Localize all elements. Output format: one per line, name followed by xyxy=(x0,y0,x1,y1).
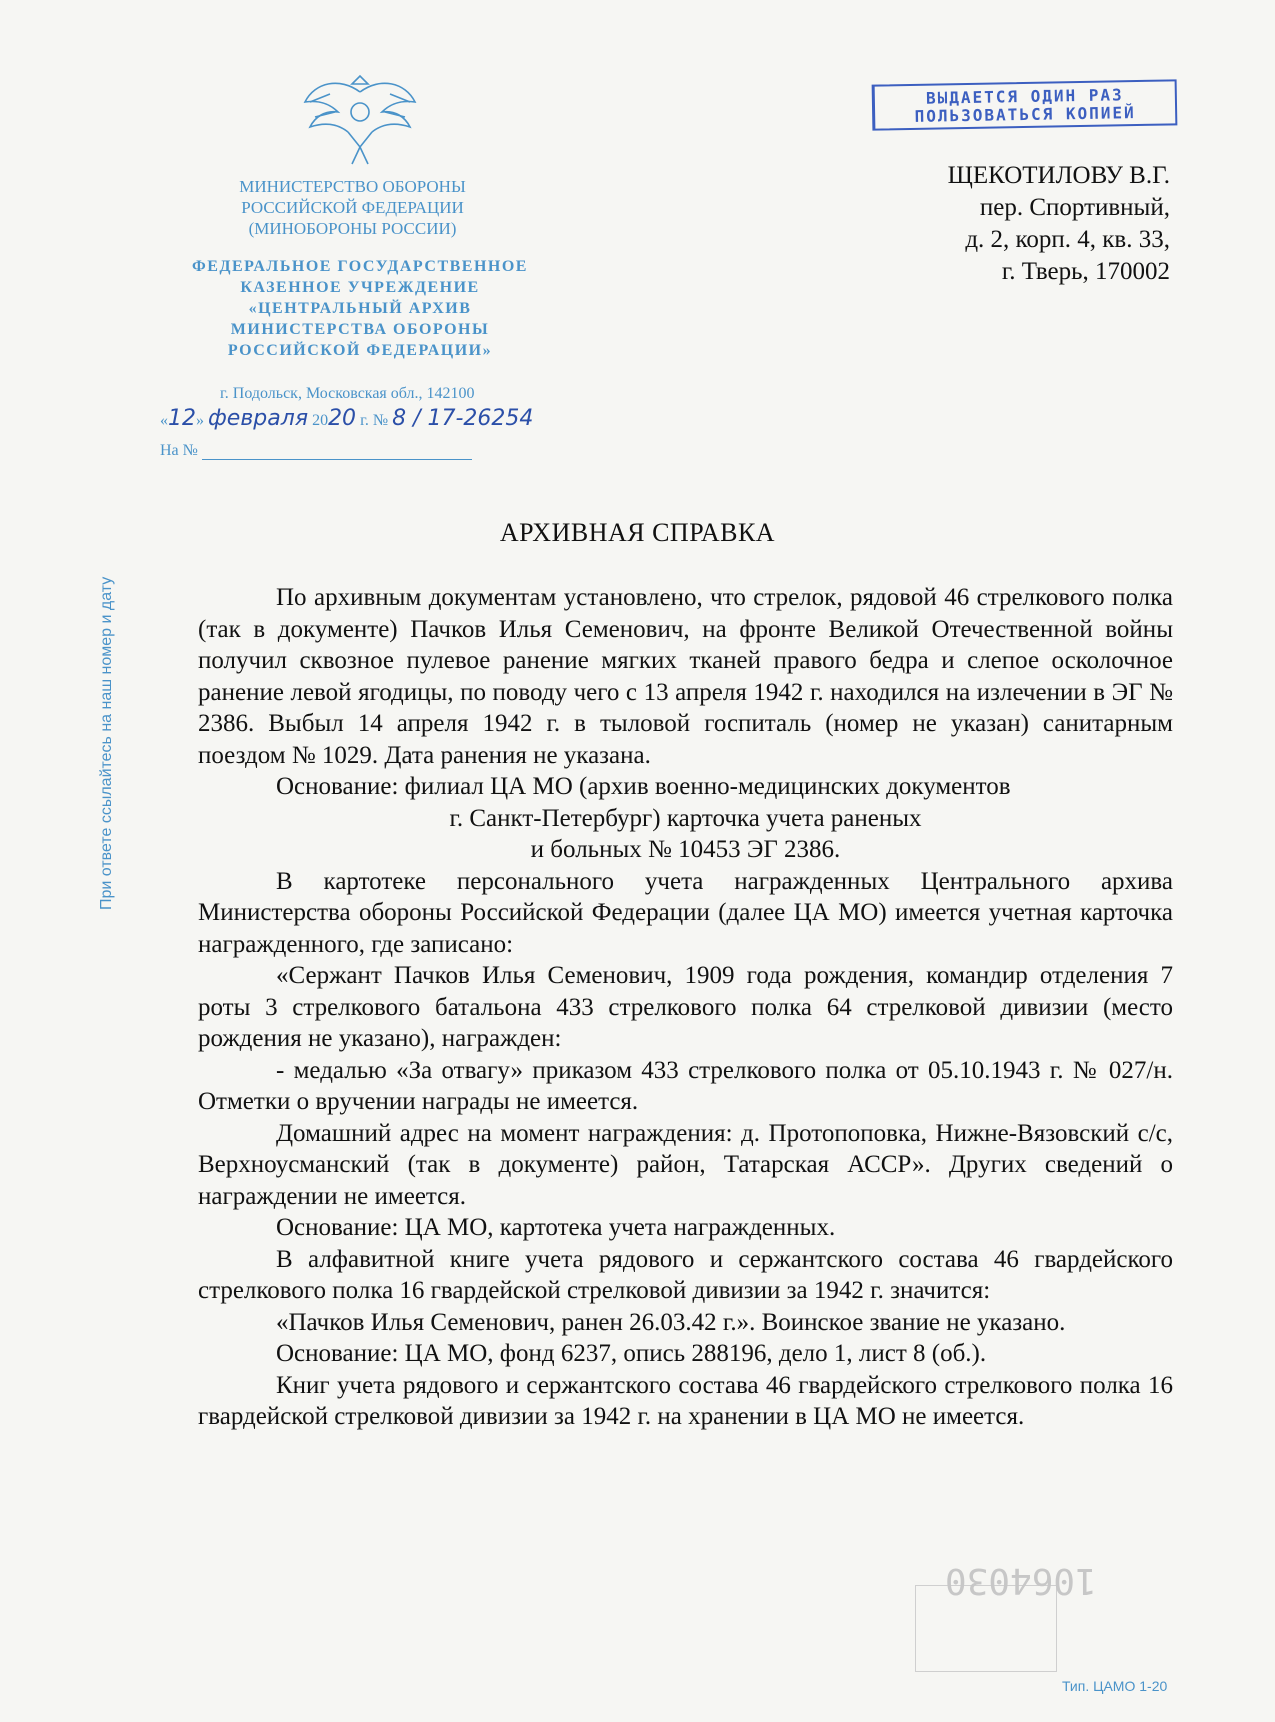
reference-line xyxy=(160,442,472,460)
side-note: При ответе ссылайтесь на наш номер и дату xyxy=(98,576,115,910)
institution-line-5: РОССИЙСКОЙ ФЕДЕРАЦИИ» xyxy=(227,342,493,359)
ministry-heading xyxy=(180,176,525,239)
institution-line-3: «ЦЕНТРАЛЬНЫЙ АРХИВ xyxy=(248,300,472,317)
institution-line-4: МИНИСТЕРСТВА ОБОРОНЫ xyxy=(230,321,490,338)
addressee-city: г. Тверь, 170002 xyxy=(1001,258,1170,285)
date-month: февраля xyxy=(208,406,309,431)
paragraph-wounded-record: «Пачков Илья Семенович, ранен 26.03.42 г.». Воинское звание не указано. xyxy=(276,1308,1066,1336)
paragraph-no-books: Книг учета рядового и сержантского состава 46 гвардейского стрелкового полка 16 гвардейской стрелковой дивизии за 1942 г. на хранении в ЦА МО не имеется. xyxy=(198,1371,1173,1430)
reference-label: На xyxy=(160,442,179,459)
date-close-quote: » xyxy=(196,412,204,429)
ministry-line-3: (МИНОБОРОНЫ РОССИИ) xyxy=(248,219,457,238)
faint-serial-number: 1064030 xyxy=(945,1560,1097,1601)
document-date-line xyxy=(160,406,533,431)
paragraph-medal: - медалью «За отвагу» приказом 433 стрелкового полка от 05.10.1943 г. № 027/н. Отметки о вручении награды не имеется. xyxy=(198,1056,1173,1115)
addressee-street: пер. Спортивный, xyxy=(979,194,1170,221)
ministry-line-1: МИНИСТЕРСТВО ОБОРОНЫ xyxy=(239,177,466,196)
institution-address: г. Подольск, Московская обл., 142100 xyxy=(220,385,475,402)
stamp-line-2: ПОЛЬЗОВАТЬСЯ КОПИЕЙ xyxy=(914,103,1136,126)
document-body xyxy=(198,582,1173,1433)
addressee-house: д. 2, корп. 4, кв. 33, xyxy=(965,226,1170,253)
ministry-line-2: РОССИЙСКОЙ ФЕДЕРАЦИИ xyxy=(241,198,464,217)
institution-line-1: ФЕДЕРАЛЬНОЕ ГОСУДАРСТВЕННОЕ xyxy=(192,258,528,275)
basis-awards: Основание: ЦА МО, картотека учета награжденных. xyxy=(276,1214,836,1241)
reference-underline xyxy=(202,445,472,460)
institution-line-2: КАЗЕННОЕ УЧРЕЖДЕНИЕ xyxy=(240,279,480,296)
date-day: 12 xyxy=(168,406,196,431)
print-code: Тип. ЦАМО 1-20 xyxy=(1062,1678,1168,1694)
date-year: 20 xyxy=(328,406,357,431)
addressee-block xyxy=(840,160,1170,288)
basis-medical-line-3: и больных № 10453 ЭГ 2386. xyxy=(530,836,841,863)
document-title: АРХИВНАЯ СПРАВКА xyxy=(499,518,776,547)
reference-number-sign: № xyxy=(182,442,198,459)
date-number-label: г. № xyxy=(360,412,389,429)
addressee-name: ЩЕКОТИЛОВУ В.Г. xyxy=(947,162,1170,189)
paragraph-award-card: В картотеке персонального учета награжденных Центрального архива Министерства обороны Российской Федерации (далее ЦА МО) имеется учетная карточка награжденного, где записано: xyxy=(198,867,1173,958)
paragraph-home-address: Домашний адрес на момент награждения: д. Протопоповка, Нижне-Вязовский с/с, Верхноусманский (так в документе) район, Татарская АССР». Других сведений о награждении не имеется. xyxy=(198,1119,1173,1210)
date-open-quote: « xyxy=(160,412,168,429)
basis-fond: Основание: ЦА МО, фонд 6237, опись 288196, дело 1, лист 8 (об.). xyxy=(276,1340,987,1367)
paragraph-injury: По архивным документам установлено, что стрелок, рядовой 46 стрелкового полка (так в документе) Пачков Илья Семенович, на фронте Великой Отечественной войны получил сквозное пулевое ранение мягких тканей правого бедра и слепое осколочное ранение левой ягодицы, по поводу чего с 13 апреля 1942 г. находился на излечении в ЭГ № 2386. Выбыл 14 апреля 1942 г. в тыловой госпиталь (номер не указан) санитарным поездом № 1029. Дата ранения не указана. xyxy=(198,584,1173,769)
document-number: 8 / 17-26254 xyxy=(392,406,534,431)
stamp-line-1: ВЫДАЕТСЯ ОДИН РАЗ xyxy=(925,85,1124,108)
paragraph-award-record: «Сержант Пачков Илья Семенович, 1909 года рождения, командир отделения 7 роты 3 стрелкового батальона 433 стрелкового полка 64 стрелковой дивизии (место рождения не указано), награжден: xyxy=(198,962,1173,1052)
basis-medical-line-1: Основание: филиал ЦА МО (архив военно-медицинских документов xyxy=(276,773,1011,800)
double-headed-eagle-emblem-icon xyxy=(300,72,420,167)
date-century: 20 xyxy=(312,412,329,429)
single-issue-stamp xyxy=(872,79,1178,130)
institution-heading xyxy=(150,256,570,361)
basis-medical-line-2: г. Санкт-Петербург) карточка учета раненых xyxy=(449,804,922,832)
paragraph-alphabet-book: В алфавитной книге учета рядового и сержантского состава 46 гвардейского стрелкового полка 16 гвардейской стрелковой дивизии за 1942 г. значится: xyxy=(198,1245,1173,1304)
